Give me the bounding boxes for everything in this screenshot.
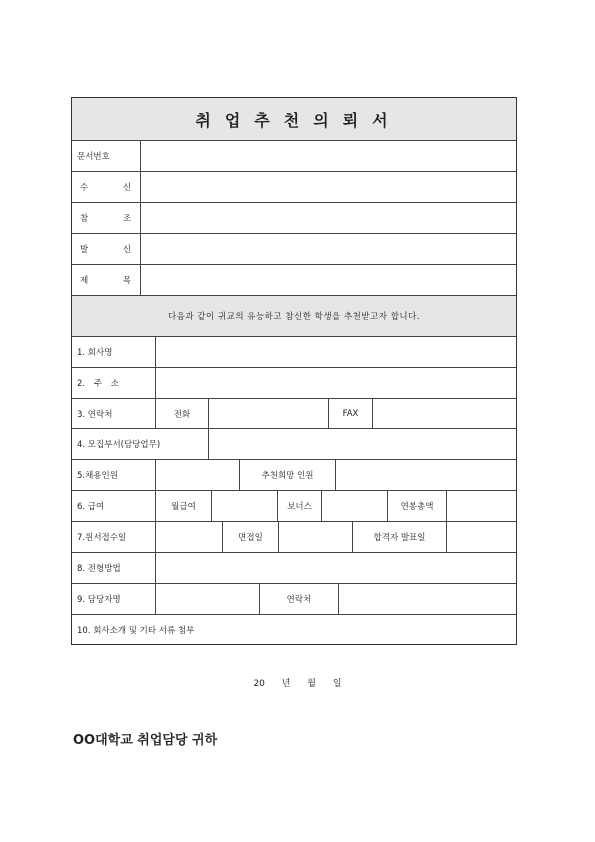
manager-name-field[interactable] <box>155 584 259 614</box>
annual-salary-field[interactable] <box>446 491 516 521</box>
phone-field[interactable] <box>208 399 328 428</box>
manager-name-label: 9. 담당자명 <box>77 595 121 605</box>
form-title: 취업추천의뢰서 <box>195 110 402 130</box>
result-date-label: 합격자 발표일 <box>352 522 446 552</box>
manager-contact-field[interactable] <box>338 584 516 614</box>
attachments-row <box>72 614 516 644</box>
manager-contact-label: 연락처 <box>259 584 338 614</box>
manager-row <box>72 583 516 614</box>
fax-field[interactable] <box>372 399 516 428</box>
company-name-label: 1. 회사명 <box>77 348 113 358</box>
interview-date-label: 면접일 <box>222 522 278 552</box>
recipient-line: OO대학교 취업담당 귀하 <box>73 733 218 748</box>
interview-date-field[interactable] <box>278 522 352 552</box>
doc-number-field[interactable] <box>140 141 516 171</box>
bonus-label: 보너스 <box>277 491 321 521</box>
monthly-salary-label: 월급여 <box>155 491 211 521</box>
method-row <box>72 552 516 583</box>
department-field[interactable] <box>208 429 516 459</box>
department-label: 4. 모집부서(담당업무) <box>77 440 161 450</box>
bonus-field[interactable] <box>321 491 387 521</box>
reference-field[interactable] <box>140 203 516 233</box>
reference-row <box>72 202 516 233</box>
monthly-salary-field[interactable] <box>211 491 277 521</box>
application-date-field[interactable] <box>155 522 222 552</box>
department-row <box>72 428 516 459</box>
subject-field[interactable] <box>140 265 516 295</box>
method-label: 8. 전형방법 <box>77 564 121 574</box>
recipient-row <box>72 171 516 202</box>
recommendation-form <box>71 97 517 645</box>
contact-label: 3. 연락처 <box>77 409 113 420</box>
schedule-row <box>72 521 516 552</box>
reference-label: 참 조 <box>80 214 148 224</box>
result-date-field[interactable] <box>446 522 516 552</box>
recommend-count-field[interactable] <box>335 460 516 490</box>
subject-label: 제 목 <box>80 276 148 286</box>
hires-field[interactable] <box>155 460 239 490</box>
notice-text: 다음과 같이 귀교의 유능하고 참신한 학생을 추천받고자 합니다. <box>167 312 421 322</box>
attachments-label: 10. 회사소개 및 기타 서류 첨부 <box>77 625 195 636</box>
doc-number-row <box>72 140 516 171</box>
recipient-field[interactable] <box>140 172 516 202</box>
sender-row <box>72 233 516 264</box>
application-date-label: 7.원서접수일 <box>77 533 127 543</box>
doc-number-label: 문서번호 <box>77 152 110 162</box>
address-row <box>72 367 516 398</box>
method-field[interactable] <box>155 553 516 583</box>
date-line: 20 년 월 일 <box>253 679 342 689</box>
company-name-field[interactable] <box>155 337 516 367</box>
fax-label: FAX <box>328 399 372 428</box>
form-title-row <box>72 98 516 140</box>
sender-label: 발 신 <box>80 245 148 255</box>
recipient-label: 수 신 <box>80 183 148 193</box>
hires-row <box>72 459 516 490</box>
address-label: 2. 주 소 <box>77 379 119 389</box>
notice-row <box>72 295 516 336</box>
hires-label: 5.채용인원 <box>77 471 118 481</box>
contact-row <box>72 398 516 428</box>
company-name-row <box>72 336 516 367</box>
annual-salary-label: 연봉총액 <box>387 491 446 521</box>
recommend-count-label: 추천희망 인원 <box>239 460 335 490</box>
address-field[interactable] <box>155 368 516 398</box>
sender-field[interactable] <box>140 234 516 264</box>
salary-label: 6. 급여 <box>77 502 105 512</box>
phone-label: 전화 <box>155 399 208 428</box>
salary-row <box>72 490 516 521</box>
subject-row <box>72 264 516 295</box>
